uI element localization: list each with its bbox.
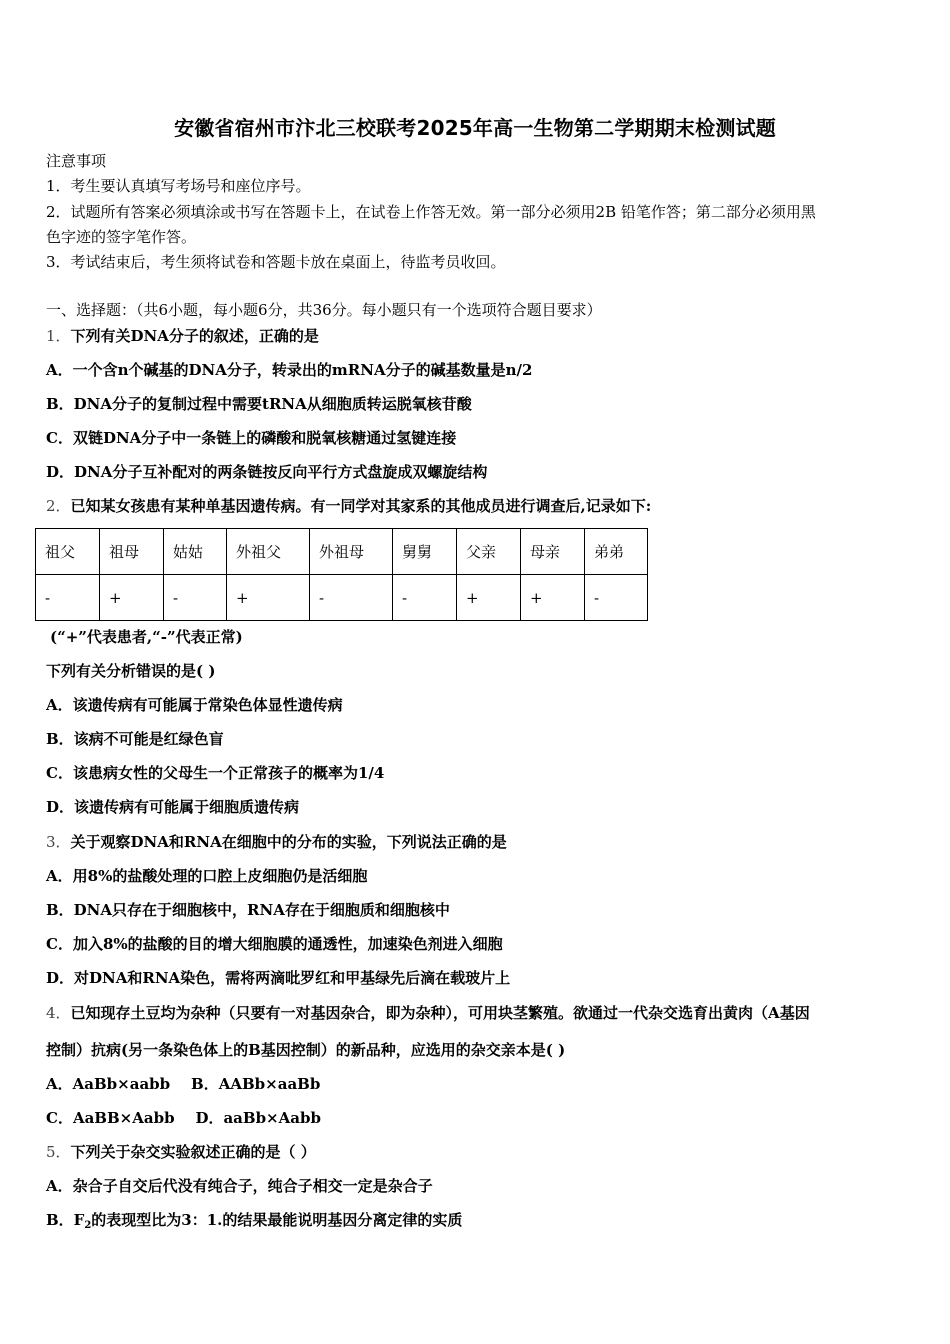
q4-options-cd: C．AaBB×Aabb D．aaBb×Aabb (46, 1109, 321, 1127)
question-4-cont: 控制）抗病(另一条染色体上的B基因控制）的新品种，应选用的杂交亲本是( ) (46, 1041, 566, 1059)
page-title: 安徽省宿州市汴北三校联考2025年高一生物第二学期期末检测试题 (174, 116, 776, 140)
q3-option-d: D．对DNA和RNA染色，需将两滴吡罗红和甲基绿先后滴在载玻片上 (46, 969, 511, 987)
section-heading: 一、选择题：（共6小题，每小题6分，共36分。每小题只有一个选项符合题目要求） (46, 301, 602, 319)
q3-option-c: C．加入8%的盐酸的目的增大细胞膜的通透性，加速染色剂进入细胞 (46, 935, 503, 953)
question-stem: 下列关于杂交实验叙述正确的是（ ） (70, 1143, 316, 1161)
table-cell: - (585, 575, 648, 621)
question-number: 4． (46, 1004, 71, 1022)
question-1 (46, 326, 319, 346)
table-legend: (“+”代表患者,“-”代表正常) (50, 628, 243, 646)
table-cell: - (36, 575, 100, 621)
question-stem: 关于观察DNA和RNA在细胞中的分布的实验，下列说法正确的是 (70, 833, 507, 851)
table-header-cell: 外祖父 (227, 529, 310, 575)
question-number: 3． (46, 833, 71, 851)
q2-question: 下列有关分析错误的是( ) (46, 662, 216, 680)
q1-option-b: B．DNA分子的复制过程中需要tRNA从细胞质转运脱氧核苷酸 (46, 395, 472, 413)
table-header-cell: 祖父 (36, 529, 100, 575)
table-header-cell: 外祖母 (310, 529, 393, 575)
notice-item-1: 1．考生要认真填写考场号和座位序号。 (46, 177, 311, 195)
table-header-cell: 弟弟 (585, 529, 648, 575)
table-cell: - (310, 575, 393, 621)
notice-item-3: 3．考试结束后，考生须将试卷和答题卡放在桌面上，待监考员收回。 (46, 253, 506, 271)
table-header-cell: 母亲 (521, 529, 585, 575)
q2-option-b: B．该病不可能是红绿色盲 (46, 730, 224, 748)
family-survey-table (35, 528, 648, 621)
q5-option-b (46, 1210, 462, 1236)
question-stem: 已知某女孩患有某种单基因遗传病。有一同学对其家系的其他成员进行调查后,记录如下: (70, 497, 652, 515)
subscript: 2 (84, 1220, 92, 1231)
table-cell: + (521, 575, 585, 621)
question-stem: 已知现存土豆均为杂种（只要有一对基因杂合，即为杂种），可用块茎繁殖。欲通过一代杂交选育出黄肉（A基因 (70, 1004, 810, 1022)
option-text: 的表现型比为3：1.的结果最能说明基因分离定律的实质 (91, 1211, 463, 1229)
question-number: 5． (46, 1143, 71, 1161)
question-number: 2． (46, 497, 71, 515)
question-2 (46, 496, 651, 516)
q2-option-d: D．该遗传病有可能属于细胞质遗传病 (46, 798, 300, 816)
table-cell: + (100, 575, 164, 621)
table-header-row (36, 529, 648, 575)
table-cell: + (227, 575, 310, 621)
q3-option-b: B．DNA只存在于细胞核中，RNA存在于细胞质和细胞核中 (46, 901, 450, 919)
question-number: 1． (46, 327, 71, 345)
notice-item-2: 2．试题所有答案必须填涂或书写在答题卡上，在试卷上作答无效。第一部分必须用2B 铅笔作答；第二部分必须用黑 (46, 203, 816, 221)
q5-option-a: A．杂合子自交后代没有纯合子，纯合子相交一定是杂合子 (46, 1177, 433, 1195)
question-stem: 下列有关DNA分子的叙述，正确的是 (70, 327, 319, 345)
q1-option-d: D．DNA分子互补配对的两条链按反向平行方式盘旋成双螺旋结构 (46, 463, 488, 481)
q2-option-c: C．该患病女性的父母生一个正常孩子的概率为1/4 (46, 764, 385, 782)
notice-item-2-cont: 色字迹的签字笔作答。 (46, 228, 197, 246)
q2-option-a: A．该遗传病有可能属于常染色体显性遗传病 (46, 696, 343, 714)
option-label: B．F (46, 1211, 85, 1229)
question-3 (46, 832, 507, 852)
q1-option-c: C．双链DNA分子中一条链上的磷酸和脱氧核糖通过氢键连接 (46, 429, 457, 447)
table-cell: - (164, 575, 227, 621)
question-5 (46, 1142, 316, 1162)
table-header-cell: 姑姑 (164, 529, 227, 575)
question-4 (46, 1003, 810, 1023)
q3-option-a: A．用8%的盐酸处理的口腔上皮细胞仍是活细胞 (46, 867, 368, 885)
q1-option-a: A．一个含n个碱基的DNA分子，转录出的mRNA分子的碱基数量是n/2 (46, 361, 533, 379)
notice-heading: 注意事项 (46, 152, 107, 170)
table-header-cell: 舅舅 (393, 529, 457, 575)
table-header-cell: 父亲 (457, 529, 521, 575)
table-cell: - (393, 575, 457, 621)
q4-options-ab: A．AaBb×aabb B．AABb×aaBb (46, 1075, 321, 1093)
table-row (36, 575, 648, 621)
table-cell: + (457, 575, 521, 621)
table-header-cell: 祖母 (100, 529, 164, 575)
